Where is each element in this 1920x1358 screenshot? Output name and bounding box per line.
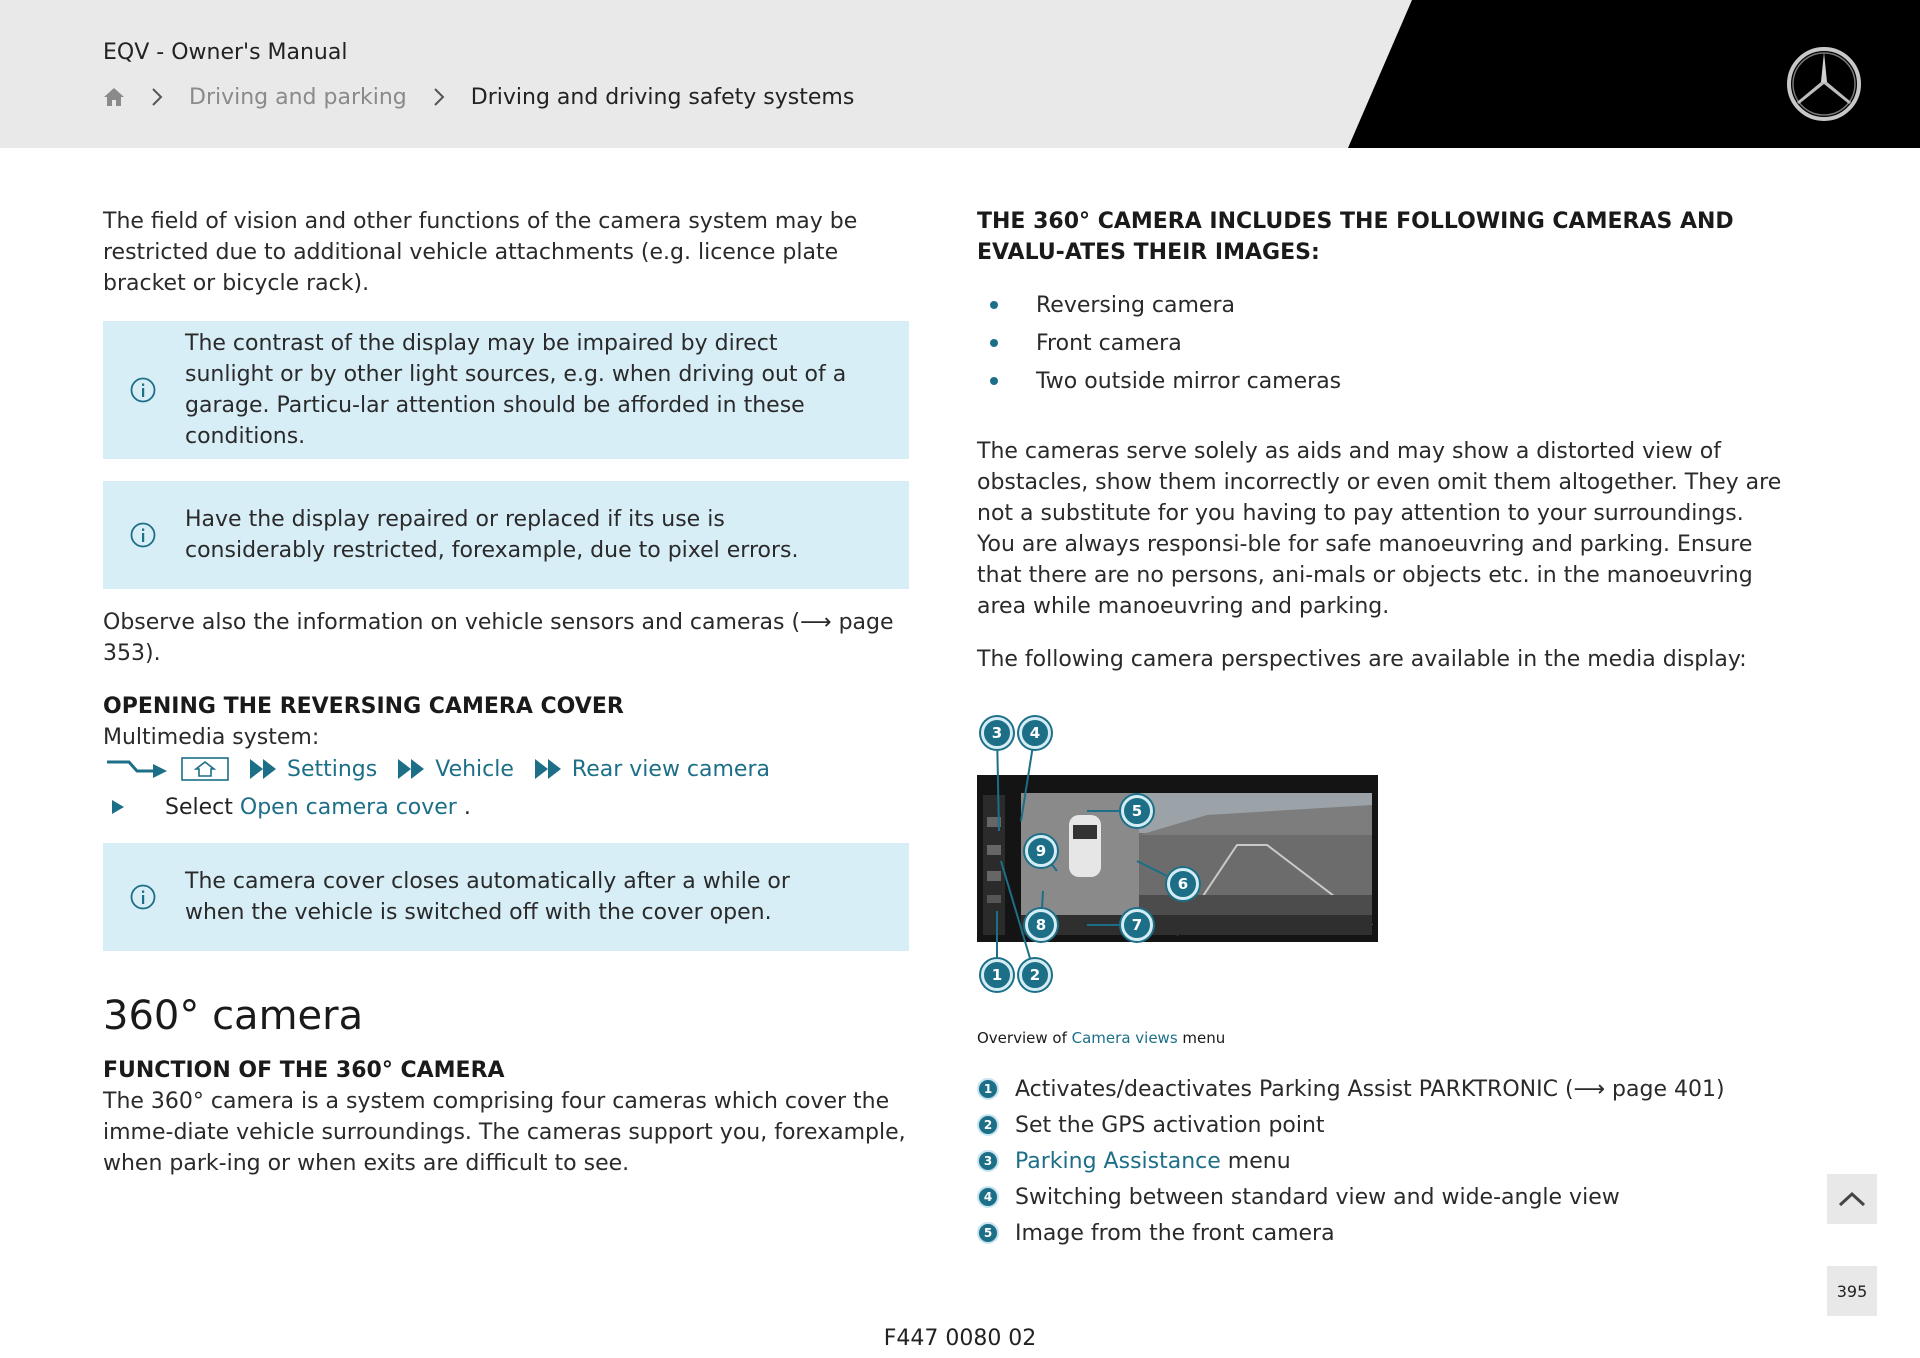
- number-badge: 5: [977, 1222, 999, 1244]
- left-column: [103, 206, 909, 1179]
- list-item: [977, 286, 1783, 324]
- double-chevron-icon: [397, 758, 427, 780]
- camera-name: Front camera: [1036, 330, 1182, 356]
- callout-4: 4: [1019, 717, 1051, 749]
- right-column: [977, 206, 1783, 1251]
- camera-name: Reversing camera: [1036, 292, 1235, 318]
- camera-list: [977, 286, 1783, 400]
- legend-text: Activates/deactivates Parking Assist PARKTRONIC (⟶ page 401): [1015, 1076, 1725, 1102]
- figure-caption: [977, 1029, 1783, 1047]
- navigation-steps: [103, 753, 909, 785]
- info-box-repair: [103, 481, 909, 589]
- breadcrumb-driving-and-parking[interactable]: Driving and parking: [189, 84, 407, 110]
- number-badge: 1: [977, 1078, 999, 1100]
- function-heading: FUNCTION OF THE 360° CAMERA: [103, 1058, 505, 1083]
- perspectives-text: The following camera perspectives are available in the media display:: [977, 647, 1747, 672]
- section-title-360-camera: 360° camera: [103, 993, 364, 1039]
- camera-views-figure: [977, 711, 1397, 1021]
- legend-text: menu: [1220, 1148, 1291, 1174]
- observe-sensors-text: Observe also the information on vehicle sensors and cameras (⟶ page 353).: [103, 610, 894, 666]
- legend-text: Set the GPS activation point: [1015, 1112, 1325, 1138]
- double-chevron-icon: [534, 758, 564, 780]
- aids-warning-text: The cameras serve solely as aids and may show a distorted view of obstacles, show them incorrectly or even omit them altogether. They are not a substitute for you having to pay attention to your surroundings. You are always responsi-ble for safe manoeuvring and parking. Ensure that there are no persons, ani-mals or objects etc. in the manoeuvring area while manoeuvring and parking.: [977, 439, 1782, 619]
- info-text-repair: Have the display repaired or replaced if its use is considerably restricted, forexample, due to pixel errors.: [185, 507, 799, 563]
- function-text: The 360° camera is a system comprising four cameras which cover the imme-diate vehicle surroundings. The cameras support you, forexample, when park-ing or when exits are difficult to see.: [103, 1089, 906, 1176]
- caption-suffix: menu: [1182, 1029, 1226, 1047]
- legend-item: [977, 1143, 1783, 1179]
- mercedes-star-icon[interactable]: [1786, 46, 1862, 122]
- bullet-dot-icon: [990, 339, 998, 347]
- callout-9: 9: [1025, 835, 1057, 867]
- open-camera-cover-link[interactable]: Open camera cover: [239, 794, 457, 820]
- page-number: 395: [1827, 1266, 1877, 1316]
- info-icon: [130, 884, 156, 910]
- callout-8: 8: [1025, 909, 1057, 941]
- callout-1: 1: [981, 959, 1013, 991]
- double-chevron-icon: [249, 758, 279, 780]
- info-box-cover: [103, 843, 909, 951]
- breadcrumb: [103, 82, 854, 112]
- callout-6: 6: [1167, 868, 1199, 900]
- callout-3: 3: [981, 717, 1013, 749]
- legend-item: [977, 1179, 1783, 1215]
- figure-legend: [977, 1071, 1783, 1251]
- breadcrumb-current: Driving and driving safety systems: [470, 84, 855, 110]
- camera-name: Two outside mirror cameras: [1036, 368, 1342, 394]
- multimedia-label: Multimedia system:: [103, 725, 320, 750]
- figure-code: F447 0080 02: [883, 1326, 1037, 1351]
- number-badge: 2: [977, 1114, 999, 1136]
- legend-item: [977, 1107, 1783, 1143]
- callout-2: 2: [1019, 959, 1051, 991]
- path-arrow-icon: [103, 756, 171, 782]
- select-suffix: .: [463, 794, 471, 820]
- home-icon[interactable]: [103, 86, 125, 108]
- bullet-dot-icon: [990, 377, 998, 385]
- info-box-contrast: [103, 321, 909, 459]
- chevron-up-icon: [1838, 1191, 1866, 1207]
- cover-heading: OPENING THE REVERSING CAMERA COVER: [103, 694, 624, 719]
- list-item: [977, 362, 1783, 400]
- legend-item: [977, 1215, 1783, 1251]
- select-prefix: Select: [165, 794, 233, 820]
- info-text-cover: The camera cover closes automatically after a while or when the vehicle is switched off with the cover open.: [185, 869, 790, 925]
- includes-heading: THE 360° CAMERA INCLUDES THE FOLLOWING CAMERAS AND EVALU-ATES THEIR IMAGES:: [977, 209, 1734, 265]
- list-item: [977, 324, 1783, 362]
- info-icon: [130, 522, 156, 548]
- legend-item: [977, 1071, 1783, 1107]
- camera-restriction-text: The field of vision and other functions of the camera system may be restricted due to additional vehicle attachments (e.g. licence plate bracket or bicycle rack).: [103, 209, 858, 296]
- chevron-right-icon: [151, 87, 163, 107]
- bullet-dot-icon: [990, 301, 998, 309]
- rear-view-camera-menu-item[interactable]: Rear view camera: [571, 756, 770, 782]
- legend-text: Switching between standard view and wide-angle view: [1015, 1184, 1620, 1210]
- info-icon: [130, 377, 156, 403]
- callout-5: 5: [1121, 795, 1153, 827]
- camera-views-link[interactable]: Camera views: [1071, 1029, 1178, 1047]
- callout-7: 7: [1121, 909, 1153, 941]
- number-badge: 3: [977, 1150, 999, 1172]
- number-badge: 4: [977, 1186, 999, 1208]
- info-text-contrast: The contrast of the display may be impaired by direct sunlight or by other light sources, e.g. when driving out of a garage. Particu-lar attention should be afforded in these conditions.: [185, 331, 847, 449]
- scroll-to-top-button[interactable]: [1827, 1174, 1877, 1224]
- settings-menu-item[interactable]: Settings: [287, 756, 378, 782]
- select-instruction: [103, 791, 909, 823]
- chevron-right-icon: [433, 87, 445, 107]
- legend-text: Image from the front camera: [1015, 1220, 1335, 1246]
- vehicle-menu-item[interactable]: Vehicle: [435, 756, 514, 782]
- caption-prefix: Overview of: [977, 1029, 1067, 1047]
- triangle-bullet-icon: [111, 799, 125, 815]
- parking-assistance-link[interactable]: Parking Assistance: [1015, 1148, 1221, 1174]
- manual-title: EQV - Owner's Manual: [103, 40, 348, 65]
- home-button-icon[interactable]: [181, 756, 229, 782]
